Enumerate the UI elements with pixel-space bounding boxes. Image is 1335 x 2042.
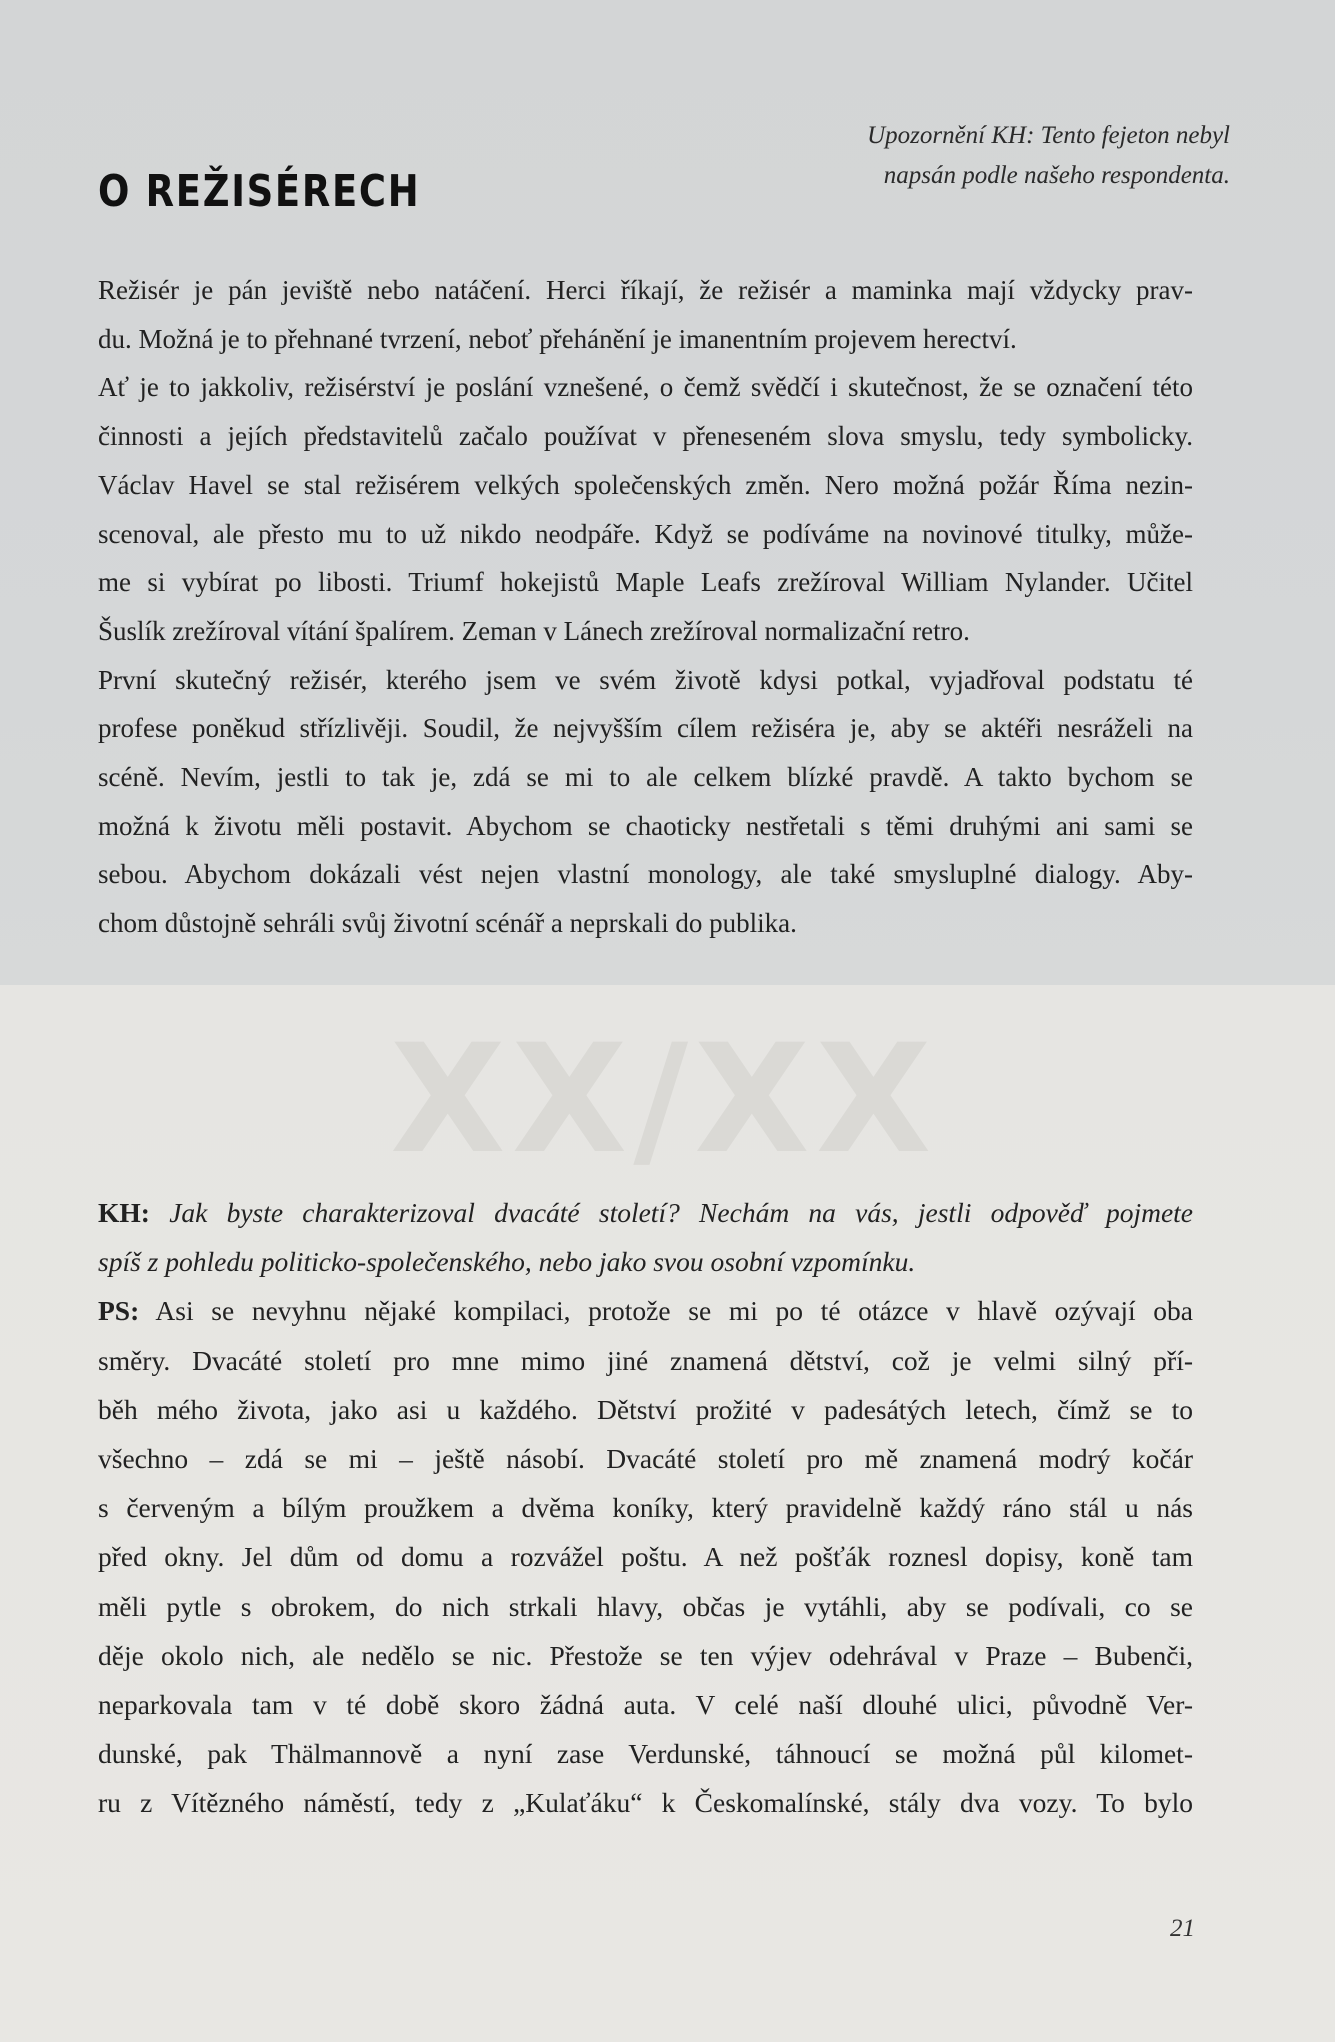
answer-line: běh mého života, jako asi u každého. Dětství prožité v padesátých letech, čímž se to: [98, 1393, 1193, 1425]
answer-line: s červeným a bílým proužkem a dvěma koníky, který pravidelně každý ráno stál u nás: [98, 1492, 1193, 1524]
article-line: První skutečný režisér, kterého jsem ve svém životě kdysi potkal, vyjadřoval podstatu té: [98, 664, 1193, 695]
answer-line: ru z Vítězného náměstí, tedy z „Kulaťáku“ k Českomalínské, stály dva vozy. To bylo: [98, 1787, 1193, 1819]
interview-body: [98, 1188, 1193, 1828]
answer-line: neparkovala tam v té době skoro žádná auta. V celé naší dlouhé ulici, původně Ver-: [98, 1689, 1193, 1721]
question-line: spíš z pohledu politicko-společenského, nebo jako svou osobní vzpomínku.: [98, 1246, 916, 1278]
editor-note-line: Upozornění KH: Tento fejeton nebyl: [867, 122, 1230, 149]
article-line: du. Možná je to přehnané tvrzení, neboť přehánění je imanentním projevem herectví.: [98, 323, 1017, 354]
answer-text: Asi se nevyhnu nějaké kompilaci, protože se mi po té otázce v hlavě ozývají oba: [155, 1295, 1193, 1327]
article-line: profese poněkud střízlivěji. Soudil, že nejvyšším cílem režiséra je, aby se aktéři nesráželi na: [98, 713, 1193, 744]
article-line: me si vybírat po libosti. Triumf hokejistů Maple Leafs zrežíroval William Nylander. Učitel: [98, 567, 1193, 598]
answer-speaker: PS:: [98, 1295, 140, 1327]
answer-line: děje okolo nich, ale nedělo se nic. Přestože se ten výjev odehrával v Praze – Bubenči,: [98, 1639, 1193, 1671]
editor-note: [790, 116, 1230, 196]
article-line: možná k životu měli postavit. Abychom se chaoticky nestřetali s těmi druhými ani sami se: [98, 810, 1193, 841]
article-title: O REŽISÉRECH: [98, 166, 421, 217]
section-watermark: XX/XX: [390, 1013, 938, 1187]
article-line: činnosti a jejích představitelů začalo používat v přeneseném slova smyslu, tedy symbolicky.: [98, 421, 1193, 452]
question-speaker: KH:: [98, 1197, 150, 1228]
question-text: Jak byste charakterizoval dvacáté století? Nechám na vás, jestli odpověď pojmete: [169, 1197, 1193, 1228]
question-line: [98, 1188, 1193, 1237]
article-line: Režisér je pán jeviště nebo natáčení. Herci říkají, že režisér a maminka mají vždycky prav-: [98, 275, 1193, 305]
answer-line: směry. Dvacáté století pro mne mimo jiné znamená dětství, což je velmi silný pří-: [98, 1344, 1193, 1376]
article-line: Václav Havel se stal režisérem velkých společenských změn. Nero možná požár Říma nezin-: [98, 469, 1193, 500]
article-line: chom důstojně sehráli svůj životní scénář a neprskali do publika.: [98, 908, 797, 939]
page-number: 21: [1170, 1915, 1195, 1942]
article-line: scéně. Nevím, jestli to tak je, zdá se mi to ale celkem blízké pravdě. A takto bychom se: [98, 762, 1193, 793]
article-line: scenoval, ale přesto mu to už nikdo neodpáře. Když se podíváme na novinové titulky, může-: [98, 518, 1193, 549]
article-line: Ať je to jakkoliv, režisérství je poslání vznešené, o čemž svědčí i skutečnost, že se označení této: [98, 372, 1193, 403]
answer-line: před okny. Jel dům od domu a rozvážel poštu. A než pošťák roznesl dopisy, koně tam: [98, 1541, 1193, 1573]
article-line: Šuslík zrežíroval vítání špalírem. Zeman v Lánech zrežíroval normalizační retro.: [98, 615, 970, 646]
answer-line: [98, 1286, 1193, 1335]
article-line: sebou. Abychom dokázali vést nejen vlastní monology, ale také smysluplné dialogy. Aby-: [98, 859, 1193, 890]
article-body: [98, 266, 1193, 948]
answer-line: měli pytle s obrokem, do nich strkali hlavy, občas je vytáhli, aby se podívali, co se: [98, 1590, 1193, 1622]
editor-note-line: napsán podle našeho respondenta.: [883, 162, 1230, 189]
answer-line: dunské, pak Thälmannově a nyní zase Verdunské, táhnoucí se možná půl kilomet-: [98, 1738, 1193, 1770]
answer-line: všechno – zdá se mi – ještě násobí. Dvacáté století pro mě znamená modrý kočár: [98, 1443, 1193, 1475]
